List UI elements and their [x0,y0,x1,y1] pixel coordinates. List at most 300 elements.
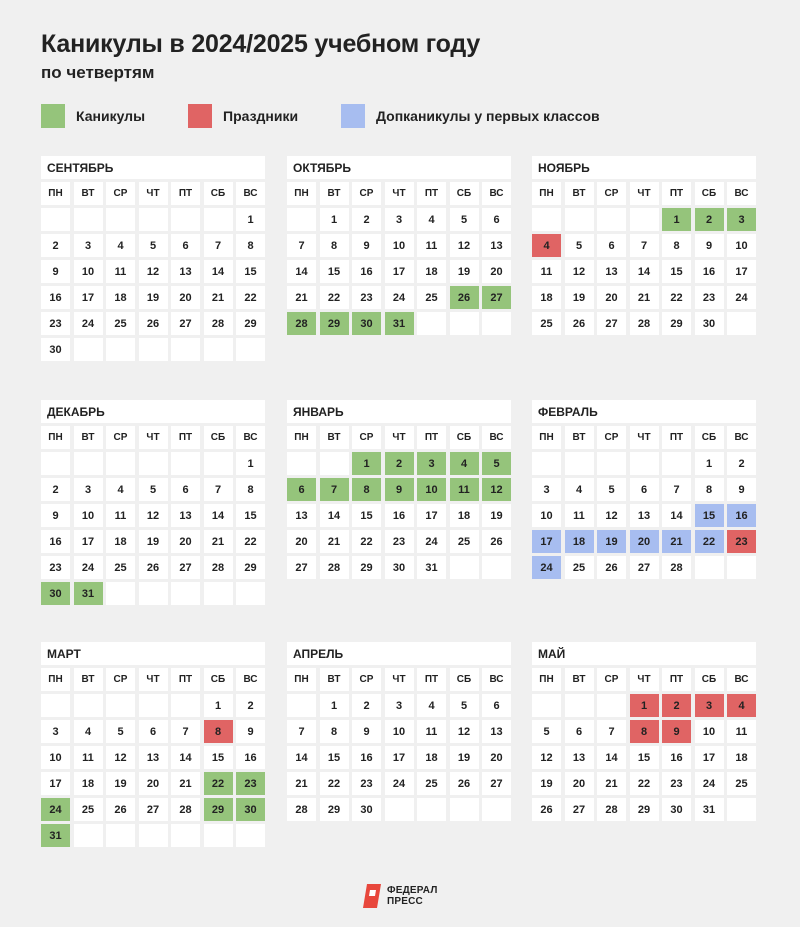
day-cell: 4 [106,478,135,501]
day-cell: 13 [287,504,316,527]
day-cell: 10 [385,720,414,743]
empty-cell [204,338,233,361]
day-cell: 25 [450,530,479,553]
day-cell: 17 [532,530,561,553]
day-cell: 24 [41,798,70,821]
day-cell: 25 [417,772,446,795]
day-cell: 7 [204,478,233,501]
month-grid [532,182,756,335]
empty-cell [630,452,659,475]
empty-cell [727,798,756,821]
day-cell: 29 [630,798,659,821]
day-cell: 30 [352,312,381,335]
weekday-header: ПН [287,426,316,449]
weekday-header: ЧТ [139,668,168,691]
day-cell: 9 [236,720,265,743]
day-cell: 5 [482,452,511,475]
empty-cell [236,582,265,605]
empty-cell [171,208,200,231]
day-cell: 20 [630,530,659,553]
empty-cell [171,694,200,717]
day-cell: 21 [171,772,200,795]
weekday-header: ВС [236,668,265,691]
weekday-header: ВС [482,182,511,205]
logo-line-2: ПРЕСС [387,896,423,907]
day-cell: 24 [385,772,414,795]
month-name: МАРТ [41,642,265,665]
day-cell: 17 [417,504,446,527]
day-cell: 25 [417,286,446,309]
day-cell: 4 [106,234,135,257]
day-cell: 19 [565,286,594,309]
day-cell: 15 [352,504,381,527]
month-name: НОЯБРЬ [532,156,756,179]
day-cell: 20 [565,772,594,795]
weekday-header: ПН [41,426,70,449]
month-grid [41,182,265,361]
day-cell: 26 [450,772,479,795]
day-cell: 5 [139,234,168,257]
empty-cell [139,338,168,361]
day-cell: 19 [597,530,626,553]
day-cell: 11 [565,504,594,527]
day-cell: 2 [662,694,691,717]
day-cell: 28 [597,798,626,821]
day-cell: 2 [727,452,756,475]
weekday-header: ПН [287,182,316,205]
weekday-header: СБ [204,668,233,691]
weekday-header: ВС [727,426,756,449]
day-cell: 26 [139,556,168,579]
day-cell: 1 [630,694,659,717]
weekday-header: СБ [450,426,479,449]
day-cell: 11 [106,260,135,283]
empty-cell [320,452,349,475]
day-cell: 8 [630,720,659,743]
month-name: ФЕВРАЛЬ [532,400,756,423]
month-grid [41,668,265,847]
day-cell: 28 [630,312,659,335]
legend-label-holidays: Праздники [223,108,299,124]
day-cell: 7 [320,478,349,501]
day-cell: 23 [41,312,70,335]
day-cell: 12 [532,746,561,769]
day-cell: 14 [597,746,626,769]
weekday-header: ВТ [320,668,349,691]
weekday-header: ЧТ [630,668,659,691]
day-cell: 8 [320,234,349,257]
weekday-header: ПТ [417,182,446,205]
day-cell: 14 [630,260,659,283]
weekday-header: ПТ [417,668,446,691]
day-cell: 16 [695,260,724,283]
weekday-header: ПТ [417,426,446,449]
day-cell: 19 [532,772,561,795]
day-cell: 1 [204,694,233,717]
empty-cell [171,582,200,605]
weekday-header: ВТ [320,182,349,205]
empty-cell [727,312,756,335]
day-cell: 6 [287,478,316,501]
day-cell: 6 [482,208,511,231]
day-cell: 22 [236,286,265,309]
day-cell: 18 [417,260,446,283]
empty-cell [417,798,446,821]
day-cell: 24 [385,286,414,309]
day-cell: 7 [597,720,626,743]
day-cell: 15 [695,504,724,527]
day-cell: 29 [236,312,265,335]
empty-cell [532,208,561,231]
weekday-header: СР [597,426,626,449]
day-cell: 3 [417,452,446,475]
day-cell: 29 [320,798,349,821]
day-cell: 22 [236,530,265,553]
weekday-header: ВТ [74,426,103,449]
weekday-header: СБ [695,668,724,691]
day-cell: 9 [385,478,414,501]
empty-cell [532,452,561,475]
day-cell: 3 [74,478,103,501]
day-cell: 8 [320,720,349,743]
day-cell: 12 [139,504,168,527]
day-cell: 18 [532,286,561,309]
weekday-header: ВС [482,426,511,449]
empty-cell [204,824,233,847]
day-cell: 6 [171,234,200,257]
day-cell: 27 [565,798,594,821]
day-cell: 28 [662,556,691,579]
day-cell: 3 [727,208,756,231]
day-cell: 27 [630,556,659,579]
empty-cell [171,452,200,475]
day-cell: 1 [695,452,724,475]
month-name: МАЙ [532,642,756,665]
empty-cell [41,694,70,717]
day-cell: 28 [204,312,233,335]
empty-cell [204,452,233,475]
day-cell: 28 [287,312,316,335]
weekday-header: ПН [532,182,561,205]
day-cell: 15 [204,746,233,769]
day-cell: 22 [320,286,349,309]
day-cell: 3 [532,478,561,501]
day-cell: 14 [204,504,233,527]
empty-cell [565,208,594,231]
weekday-header: ВТ [565,426,594,449]
weekday-header: ЧТ [385,426,414,449]
day-cell: 13 [482,720,511,743]
empty-cell [236,338,265,361]
day-cell: 18 [565,530,594,553]
empty-cell [532,694,561,717]
weekday-header: ЧТ [139,182,168,205]
weekday-header: СР [597,668,626,691]
day-cell: 21 [630,286,659,309]
federalpress-logo [361,881,438,911]
day-cell: 5 [450,208,479,231]
day-cell: 1 [320,208,349,231]
day-cell: 29 [320,312,349,335]
empty-cell [630,208,659,231]
day-cell: 9 [41,260,70,283]
day-cell: 8 [695,478,724,501]
weekday-header: ПН [532,668,561,691]
weekday-header: СБ [204,426,233,449]
empty-cell [139,582,168,605]
day-cell: 10 [74,504,103,527]
weekday-header: ПТ [171,426,200,449]
day-cell: 17 [74,530,103,553]
day-cell: 21 [320,530,349,553]
day-cell: 16 [41,530,70,553]
month-grid [287,668,511,821]
day-cell: 9 [41,504,70,527]
month-april [287,642,511,821]
day-cell: 27 [139,798,168,821]
day-cell: 13 [565,746,594,769]
day-cell: 7 [287,234,316,257]
month-grid [532,426,756,579]
logo-text [387,885,438,907]
day-cell: 11 [727,720,756,743]
legend [0,103,800,129]
weekday-header: СБ [695,426,724,449]
day-cell: 14 [287,260,316,283]
empty-cell [171,338,200,361]
day-cell: 19 [139,286,168,309]
day-cell: 11 [532,260,561,283]
legend-label-vacation: Каникулы [76,108,146,124]
empty-cell [695,556,724,579]
page-subtitle: по четвертям [41,63,155,82]
day-cell: 1 [236,208,265,231]
day-cell: 20 [597,286,626,309]
empty-cell [287,694,316,717]
weekday-header: СР [597,182,626,205]
day-cell: 22 [320,772,349,795]
day-cell: 7 [171,720,200,743]
weekday-header: СР [352,182,381,205]
weekday-header: ВТ [565,668,594,691]
day-cell: 10 [41,746,70,769]
day-cell: 2 [352,208,381,231]
month-name: ДЕКАБРЬ [41,400,265,423]
day-cell: 21 [287,286,316,309]
day-cell: 30 [695,312,724,335]
empty-cell [41,208,70,231]
empty-cell [482,798,511,821]
day-cell: 25 [727,772,756,795]
empty-cell [139,208,168,231]
month-september [41,156,265,361]
day-cell: 24 [727,286,756,309]
day-cell: 16 [352,746,381,769]
day-cell: 22 [204,772,233,795]
empty-cell [482,312,511,335]
day-cell: 9 [662,720,691,743]
weekday-header: ВТ [565,182,594,205]
day-cell: 21 [287,772,316,795]
empty-cell [450,798,479,821]
weekday-header: ЧТ [385,668,414,691]
day-cell: 13 [171,504,200,527]
month-name: СЕНТЯБРЬ [41,156,265,179]
day-cell: 17 [385,260,414,283]
day-cell: 7 [630,234,659,257]
day-cell: 13 [171,260,200,283]
month-december [41,400,265,605]
day-cell: 20 [482,746,511,769]
month-march [41,642,265,847]
empty-cell [727,556,756,579]
day-cell: 6 [171,478,200,501]
weekday-header: ЧТ [385,182,414,205]
day-cell: 20 [287,530,316,553]
weekday-header: СБ [204,182,233,205]
day-cell: 12 [565,260,594,283]
day-cell: 9 [695,234,724,257]
day-cell: 10 [385,234,414,257]
day-cell: 10 [74,260,103,283]
day-cell: 8 [662,234,691,257]
day-cell: 17 [74,286,103,309]
day-cell: 5 [597,478,626,501]
day-cell: 2 [352,694,381,717]
day-cell: 1 [236,452,265,475]
day-cell: 21 [662,530,691,553]
empty-cell [565,452,594,475]
empty-cell [106,208,135,231]
day-cell: 12 [450,234,479,257]
day-cell: 6 [139,720,168,743]
day-cell: 8 [204,720,233,743]
day-cell: 8 [236,478,265,501]
day-cell: 19 [139,530,168,553]
weekday-header: ЧТ [630,426,659,449]
weekday-header: СР [106,182,135,205]
day-cell: 16 [352,260,381,283]
weekday-header: СР [352,426,381,449]
logo-mark-icon [361,882,383,910]
weekday-header: ВТ [74,182,103,205]
day-cell: 31 [41,824,70,847]
day-cell: 1 [352,452,381,475]
weekday-header: ВС [236,426,265,449]
empty-cell [74,452,103,475]
month-november [532,156,756,335]
empty-cell [287,452,316,475]
day-cell: 6 [630,478,659,501]
day-cell: 18 [727,746,756,769]
empty-cell [74,208,103,231]
day-cell: 10 [417,478,446,501]
weekday-header: ПН [41,668,70,691]
day-cell: 16 [236,746,265,769]
day-cell: 2 [236,694,265,717]
day-cell: 25 [74,798,103,821]
day-cell: 28 [287,798,316,821]
day-cell: 24 [74,312,103,335]
day-cell: 30 [385,556,414,579]
day-cell: 15 [630,746,659,769]
weekday-header: ВС [727,182,756,205]
day-cell: 25 [565,556,594,579]
month-name: АПРЕЛЬ [287,642,511,665]
month-grid [287,426,511,579]
day-cell: 4 [532,234,561,257]
month-grid [532,668,756,821]
day-cell: 28 [171,798,200,821]
weekday-header: ПТ [171,668,200,691]
day-cell: 9 [352,234,381,257]
legend-swatch-holidays [188,104,212,128]
empty-cell [106,824,135,847]
day-cell: 14 [320,504,349,527]
day-cell: 22 [630,772,659,795]
empty-cell [450,556,479,579]
day-cell: 16 [662,746,691,769]
day-cell: 26 [482,530,511,553]
day-cell: 11 [450,478,479,501]
day-cell: 30 [236,798,265,821]
day-cell: 15 [662,260,691,283]
weekday-header: ПТ [171,182,200,205]
day-cell: 25 [106,556,135,579]
day-cell: 27 [171,556,200,579]
day-cell: 21 [204,286,233,309]
day-cell: 11 [417,234,446,257]
day-cell: 18 [417,746,446,769]
day-cell: 17 [727,260,756,283]
day-cell: 1 [662,208,691,231]
day-cell: 29 [236,556,265,579]
day-cell: 30 [352,798,381,821]
day-cell: 13 [630,504,659,527]
day-cell: 15 [236,504,265,527]
empty-cell [597,452,626,475]
month-grid [287,182,511,335]
day-cell: 30 [662,798,691,821]
day-cell: 25 [106,312,135,335]
day-cell: 23 [41,556,70,579]
day-cell: 18 [106,530,135,553]
empty-cell [139,694,168,717]
weekday-header: ЧТ [139,426,168,449]
day-cell: 5 [106,720,135,743]
day-cell: 11 [74,746,103,769]
day-cell: 11 [106,504,135,527]
day-cell: 16 [385,504,414,527]
legend-item-extra-vacation [341,103,600,129]
weekday-header: ПТ [662,182,691,205]
day-cell: 17 [385,746,414,769]
day-cell: 20 [482,260,511,283]
day-cell: 23 [695,286,724,309]
month-october [287,156,511,335]
day-cell: 29 [352,556,381,579]
weekday-header: ВТ [320,426,349,449]
day-cell: 19 [106,772,135,795]
weekday-header: ПН [532,426,561,449]
day-cell: 12 [450,720,479,743]
day-cell: 11 [417,720,446,743]
weekday-header: ПТ [662,426,691,449]
day-cell: 31 [74,582,103,605]
day-cell: 29 [662,312,691,335]
day-cell: 18 [74,772,103,795]
empty-cell [41,452,70,475]
